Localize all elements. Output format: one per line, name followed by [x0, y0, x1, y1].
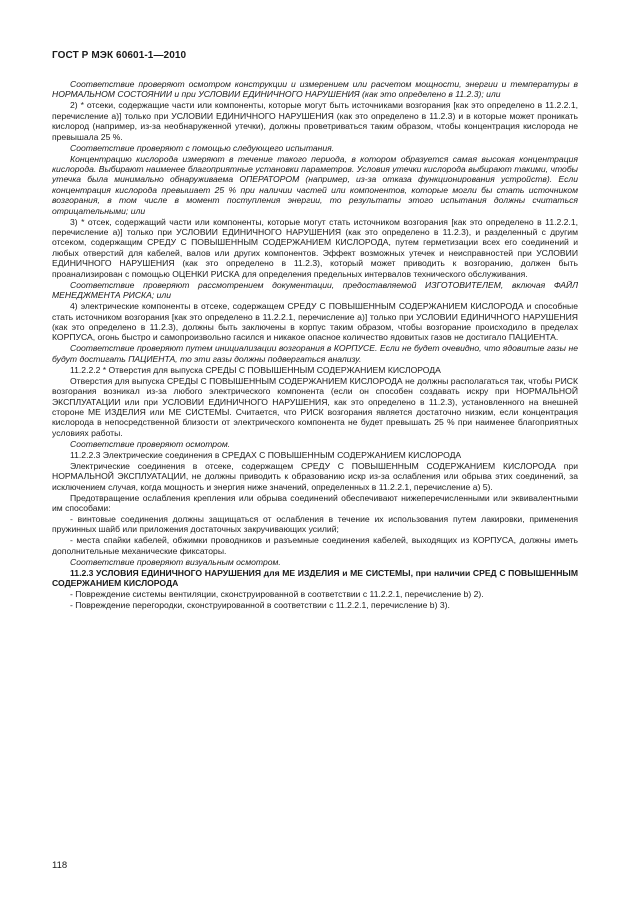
paragraph: Предотвращение ослабления крепления или обрыва соединений обеспечивают нижеперечисленными или эквивалентными им способами:: [52, 492, 578, 513]
list-item: - винтовые соединения должны защищаться от ослабления в течение их использования путем лакировки, применения пружинных шайб или приложения достаточных закручивающих усилий;: [52, 513, 578, 535]
list-item: - Повреждение перегородки, сконструированной в соответствии с 11.2.2.1, перечисление b) 3).: [70, 600, 450, 611]
section-heading: 11.2.2.2 * Отверстия для выпуска СРЕДЫ С ПОВЫШЕННЫМ СОДЕРЖАНИЕМ КИСЛОРОДА: [70, 364, 441, 375]
document-body: [52, 79, 578, 611]
section-heading: 11.2.2.3 Электрические соединения в СРЕДАХ С ПОВЫШЕННЫМ СОДЕРЖАНИЕМ КИСЛОРОДА: [70, 449, 462, 460]
page-number: 118: [52, 860, 68, 871]
paragraph: 4) электрические компоненты в отсеке, содержащем СРЕДУ С ПОВЫШЕННЫМ СОДЕРЖАНИЕМ КИСЛОРОДА и способные стать источником возгорания [как это определено в 11.2.2.1, перечисление а)] только при УСЛОВИИ ЕДИНИЧНОГО НАРУШЕНИЯ (как это определено в 11.2.3), должны быть заключены в корпус таким образом, чтобы возгорание происходило в пределах КОРПУСА, огонь быстро и самопроизвольно гасился и никакое опасное количество ядовитых газов не достигало ПАЦИЕНТА.: [52, 301, 578, 343]
paragraph: Соответствие проверяют визуальным осмотром.: [70, 556, 281, 567]
list-item: - места спайки кабелей, обжимки проводников и разъемные соединения кабелей, выходящих из КОРПУСА, должны иметь дополнительные механические фиксаторы.: [52, 535, 578, 556]
paragraph: 2) * отсеки, содержащие части или компоненты, которые могут быть источниками возгорания [как это определено в 11.2.2.1, перечисление а)] только при УСЛОВИИ ЕДИНИЧНОГО НАРУШЕНИЯ (как это определено в 11.2.3) и в которые может проникать кислород (например, из-за необнаруженной утечки), должны проветриваться таким образом, чтобы концентрация кислорода не превышала 25 %.: [52, 100, 578, 142]
paragraph: Электрические соединения в отсеке, содержащем СРЕДУ С ПОВЫШЕННЫМ СОДЕРЖАНИЕМ КИСЛОРОДА при НОРМАЛЬНОЙ ЭКСПЛУАТАЦИИ, не должны приводить к образованию искр из-за ослабления или обрыва этих соединений, за исключением случая, когда мощность и энергия ниже значений, определенных в 11.2.2.1, перечисление а) 5).: [52, 460, 578, 492]
list-item: - Повреждение системы вентиляции, сконструированной в соответствии с 11.2.2.1, перечисление b) 2).: [70, 589, 484, 600]
standard-header: ГОСТ Р МЭК 60601-1—2010: [52, 50, 187, 61]
paragraph: Соответствие проверяют путем инициализации возгорания в КОРПУСЕ. Если не будет очевидно, что ядовитые газы не будут достигать ПАЦИЕНТА, то эти газы должны подвергаться анализу.: [52, 343, 578, 364]
paragraph: Отверстия для выпуска СРЕДЫ С ПОВЫШЕННЫМ СОДЕРЖАНИЕМ КИСЛОРОДА не должны располагаться так, чтобы РИСК возгорания возникал из-за любого электрического компонента (если он способен создавать искру при НОРМАЛЬНОЙ ЭКСПЛУАТАЦИИ или при УСЛОВИИ ЕДИНИЧНОГО НАРУШЕНИЯ, как это определено в 11.2.3), установленного на внешней стороне МЕ ИЗДЕЛИЯ или МЕ СИСТЕМЫ. Считается, что РИСК возгорания является достаточно низким, если концентрация кислорода в непосредственной близости от электрического компонента не будет превышать 25 % при наименее благоприятных условиях работы.: [52, 375, 578, 438]
paragraph: 3) * отсек, содержащий части или компоненты, которые могут стать источником возгорания [как это определено в 11.2.2.1, перечисление а)] только при УСЛОВИИ ЕДИНИЧНОГО НАРУШЕНИЯ (как это определено в 11.2.3), и разделенный с другим отсеком, содержащим СРЕДУ С ПОВЫШЕННЫМ СОДЕРЖАНИЕМ КИСЛОРОДА, путем герметизации всех его соединений и любых отверстий для кабелей, валов или других компонентов. Эффект возможных утечек и неисправностей при УСЛОВИИ ЕДИНИЧНОГО НАРУШЕНИЯ (как это определено в 11.2.3), который может приводить к возгоранию, должен быть проанализирован с помощью ОЦЕНКИ РИСКА для определения предельных интервалов технического обслуживания.: [52, 216, 578, 279]
paragraph: Соответствие проверяют осмотром.: [70, 438, 231, 449]
paragraph: Соответствие проверяют осмотром конструкции и измерением или расчетом мощности, энергии и температуры в НОРМАЛЬНОМ СОСТОЯНИИ и при УСЛОВИИ ЕДИНИЧНОГО НАРУШЕНИЯ (как это определено в 11.2.3); или: [52, 79, 578, 100]
paragraph: Соответствие проверяют с помощью следующего испытания.: [70, 142, 335, 153]
paragraph: Соответствие проверяют рассмотрением документации, предоставляемой ИЗГОТОВИТЕЛЕМ, включая ФАЙЛ МЕНЕДЖМЕНТА РИСКА; или: [52, 279, 578, 301]
paragraph: Концентрацию кислорода измеряют в течение такого периода, в котором образуется самая высокая концентрация кислорода. Выбирают наименее благоприятные установки параметров. Условия утечки кислорода выбирают такими, чтобы утечка была минимально обнаруживаема ОПЕРАТОРОМ (например, из-за отказа функционирования устройств). Если концентрация кислорода превышает 25 % при наличии частей или компонентов, которые могли бы стать источником возгорания, в том числе в момент поступления энергии, то результаты этого испытания должны считаться отрицательными; или: [52, 153, 578, 216]
section-heading: 11.2.3 УСЛОВИЯ ЕДИНИЧНОГО НАРУШЕНИЯ для МЕ ИЗДЕЛИЯ и МЕ СИСТЕМЫ, при наличии СРЕД С ПОВЫШЕННЫМ СОДЕРЖАНИЕМ КИСЛОРОДА: [52, 567, 578, 589]
